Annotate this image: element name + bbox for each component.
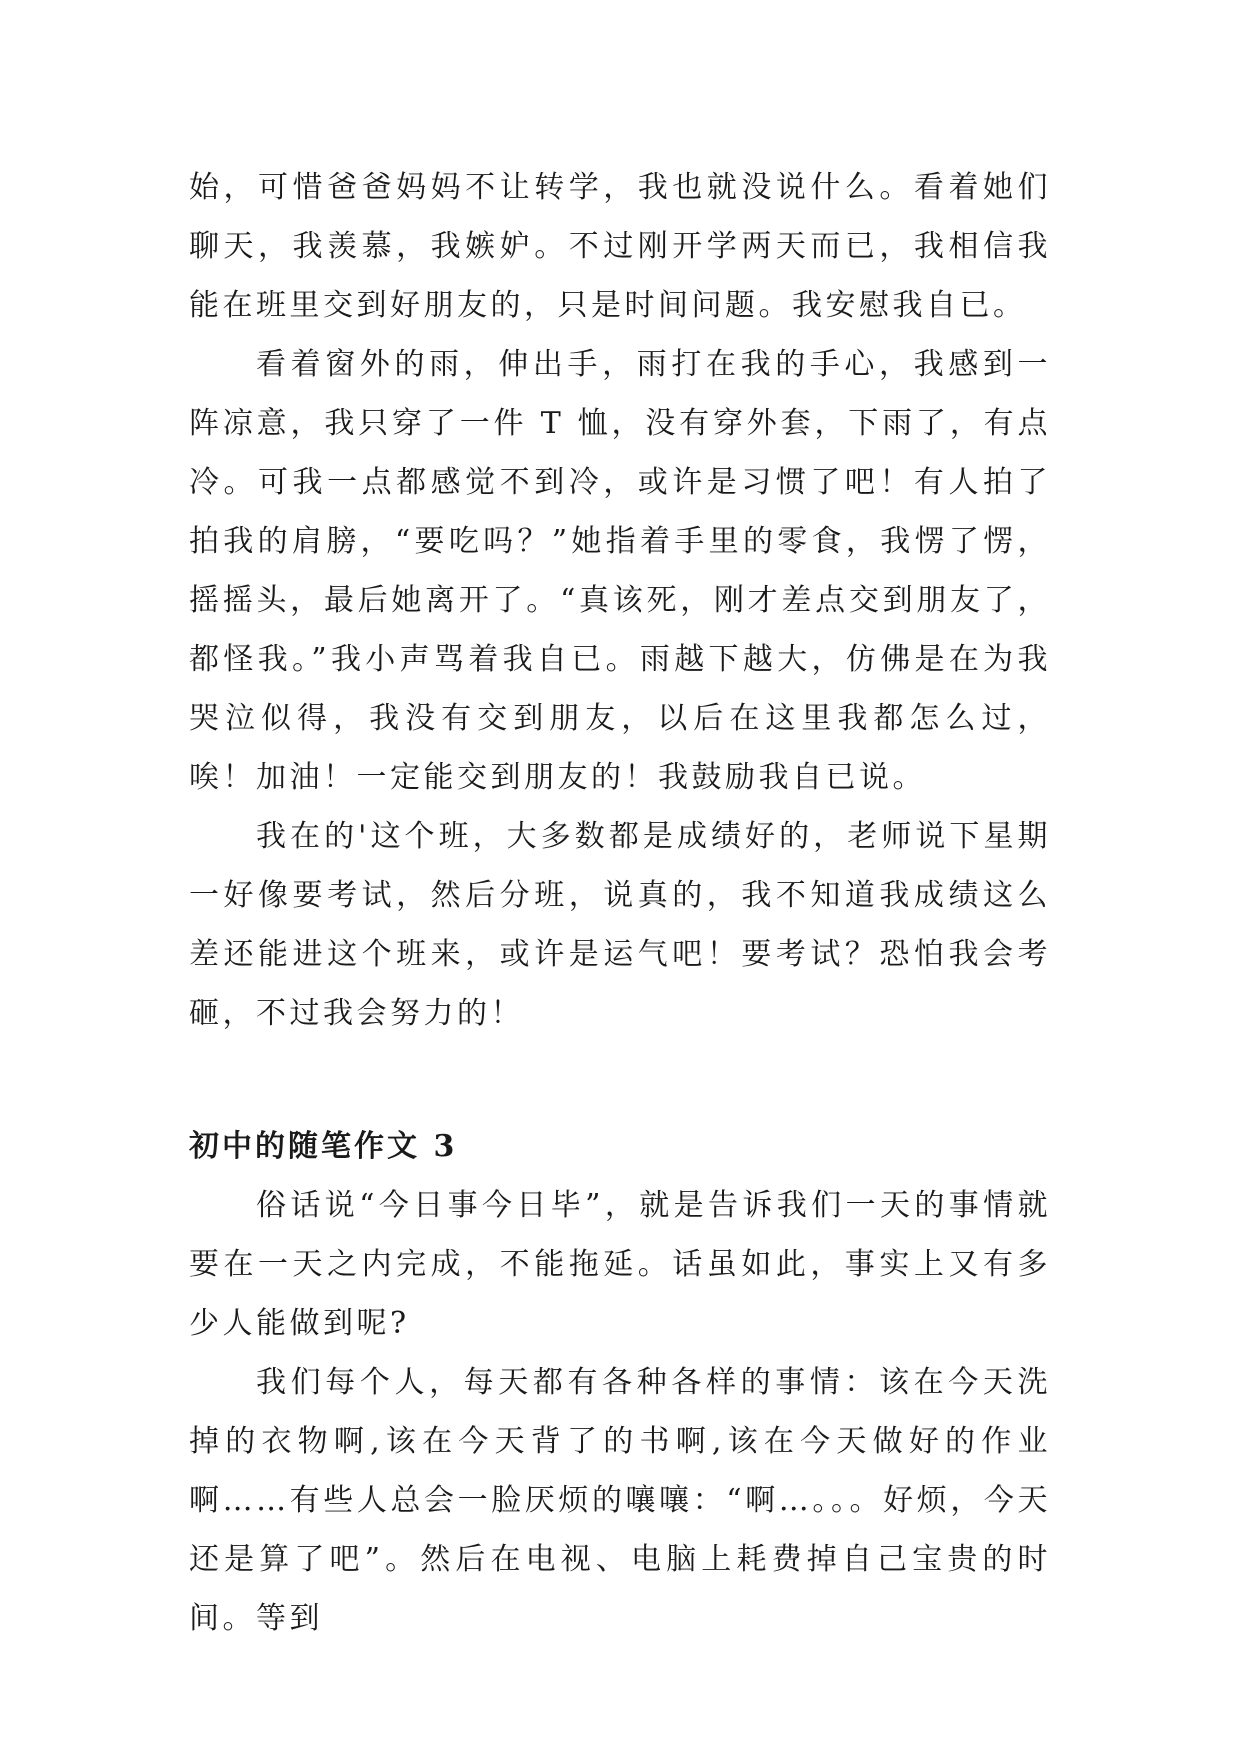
paragraph-1: 始，可惜爸爸妈妈不让转学，我也就没说什么。看着她们聊天，我羡慕，我嫉妒。不过刚开学两天而已，我相信我能在班里交到好朋友的，只是时间问题。我安慰我自已。	[189, 170, 1051, 323]
paragraph-4: 俗话说“今日事今日毕”，就是告诉我们一天的事情就要在一天之内完成，不能拖延。话虽如此，事实上又有多少人能做到呢?	[189, 1188, 1051, 1341]
paragraph-3: 我在的'这个班，大多数都是成绩好的，老师说下星期一好像要考试，然后分班，说真的，我不知道我成绩这么差还能进这个班来，或许是运气吧！要考试？恐怕我会考砸，不过我会努力的！	[189, 819, 1051, 1031]
section-title: 初中的随笔作文 3	[189, 1129, 458, 1164]
paragraph-2: 看着窗外的雨，伸出手，雨打在我的手心，我感到一阵凉意，我只穿了一件 T 恤，没有穿外套，下雨了，有点冷。可我一点都感觉不到冷，或许是习惯了吧！有人拍了拍我的肩膀，“要吃吗？”她指着手里的零食，我愣了愣，摇摇头，最后她离开了。“真该死，刚才差点交到朋友了，都怪我。”我小声骂着我自已。雨越下越大，仿佛是在为我哭泣似得，我没有交到朋友，以后在这里我都怎么过，唉！加油！一定能交到朋友的！我鼓励我自已说。	[189, 347, 1051, 795]
document-body	[189, 158, 1051, 1648]
paragraph-5: 我们每个人，每天都有各种各样的事情：该在今天洗掉的衣物啊,该在今天背了的书啊,该在今天做好的作业啊……有些人总会一脸厌烦的嚷嚷：“啊…。。。好烦，今天还是算了吧”。然后在电视、电脑上耗费掉自己宝贵的时间。等到	[189, 1365, 1051, 1636]
